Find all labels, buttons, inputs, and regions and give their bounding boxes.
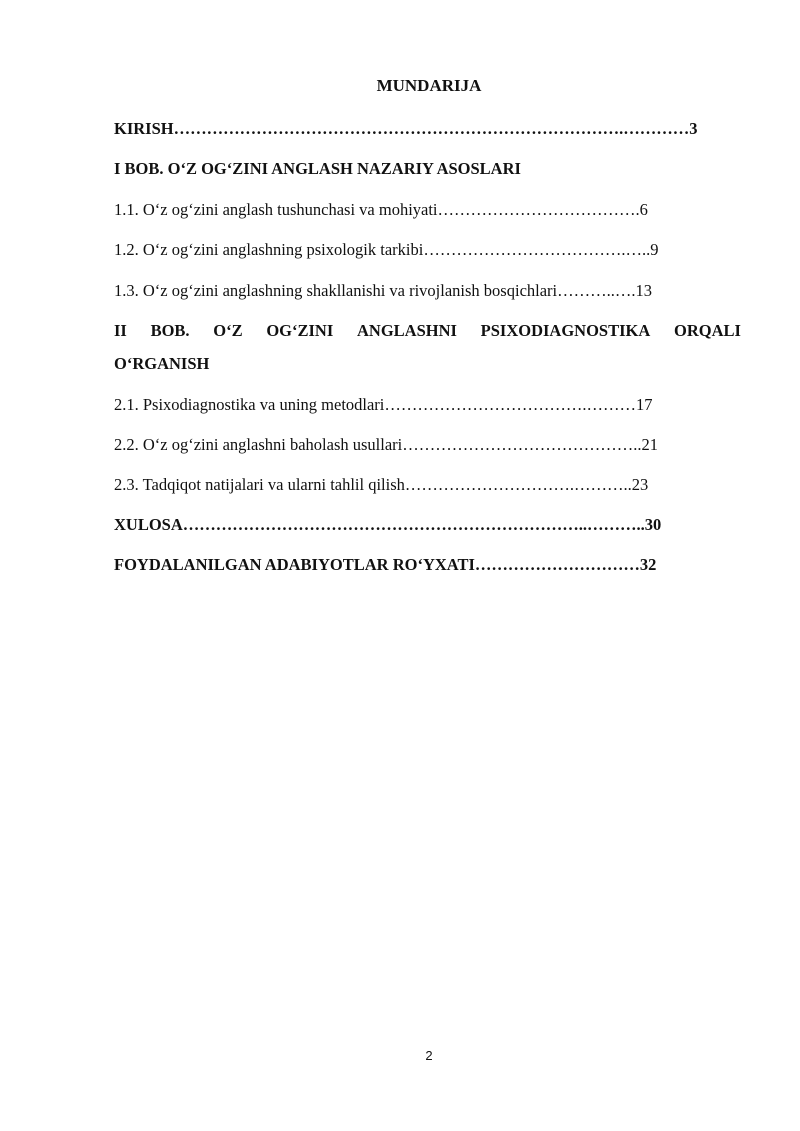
toc-entry-2-1: 2.1. Psixodiagnostika va uning metodlari……………………………….………17 — [114, 395, 653, 414]
toc-entry-xulosa: XULOSA………………………………………………………………..………..30 — [114, 515, 662, 534]
toc-chapter-1: I BOB. O‘Z OG‘ZINI ANGLASH NAZARIY ASOSLARI — [114, 159, 521, 178]
toc-entry-1-2: 1.2. O‘z og‘zini anglashning psixologik tarkibi……………………………….…..9 — [114, 240, 659, 259]
toc-entry-1-3: 1.3. O‘z og‘zini anglashning shakllanishi va rivojlanish bosqichlari………..….13 — [114, 281, 652, 300]
toc-entry-kirish: KIRISH……………………………………………………………………….…………3 — [114, 119, 698, 138]
toc-entry-2-2: 2.2. O‘z og‘zini anglashni baholash usullari……………………………………..21 — [114, 435, 658, 454]
page-number: 2 — [425, 1048, 433, 1063]
page-title: MUNDARIJA — [376, 76, 482, 95]
toc-chapter-2-word: II — [114, 321, 127, 340]
toc-chapter-2-word: PSIXODIAGNOSTIKA — [480, 321, 651, 340]
toc-chapter-2-word: OG‘ZINI — [266, 321, 334, 340]
toc-entry-references: FOYDALANILGAN ADABIYOTLAR RO‘YXATI…………………………32 — [114, 555, 657, 574]
toc-chapter-2-word: ANGLASHNI — [356, 321, 457, 340]
toc-chapter-2-line2: O‘RGANISH — [114, 354, 210, 373]
toc-chapter-2 — [114, 320, 741, 342]
toc-entry-2-3: 2.3. Tadqiqot natijalari va ularni tahlil qilish………………………….………..23 — [114, 475, 649, 494]
toc-entry-1-1: 1.1. O‘z og‘zini anglash tushunchasi va mohiyati……………………………….6 — [114, 200, 648, 219]
toc-chapter-2-word: BOB. — [150, 321, 190, 340]
toc-chapter-2-word: O‘Z — [213, 321, 243, 340]
toc-chapter-2-word: ORQALI — [673, 321, 741, 340]
